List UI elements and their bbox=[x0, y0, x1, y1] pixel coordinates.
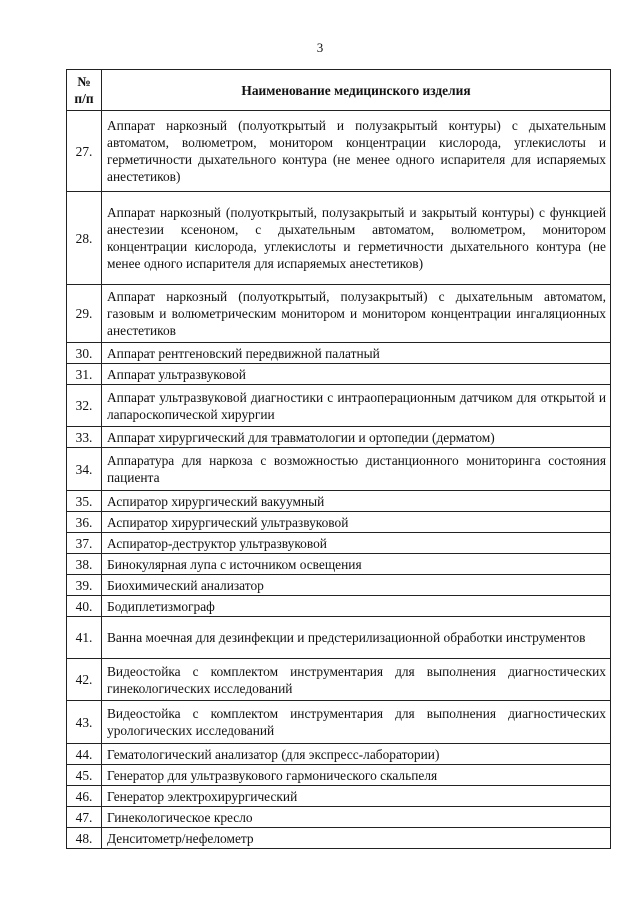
table-row bbox=[67, 491, 611, 512]
row-device-name: Бинокулярная лупа с источником освещения bbox=[102, 554, 611, 575]
table-row bbox=[67, 285, 611, 343]
table-row bbox=[67, 554, 611, 575]
table-row bbox=[67, 512, 611, 533]
table-row bbox=[67, 448, 611, 491]
column-header-number-line2: п/п bbox=[74, 91, 94, 106]
table-body bbox=[67, 111, 611, 849]
column-header-number-line1: № bbox=[77, 74, 91, 89]
table-row bbox=[67, 596, 611, 617]
row-device-name: Аспиратор хирургический вакуумный bbox=[102, 491, 611, 512]
row-number: 42. bbox=[67, 659, 102, 701]
row-number: 45. bbox=[67, 765, 102, 786]
column-header-name: Наименование медицинского изделия bbox=[102, 70, 611, 111]
row-device-name: Видеостойка с комплектом инструментария для выполнения диагностических гинекологических исследований bbox=[102, 659, 611, 701]
table-row bbox=[67, 617, 611, 659]
row-device-name: Аппарат ультразвуковой диагностики с интраоперационным датчиком для открытой и лапароскопической хирургии bbox=[102, 385, 611, 427]
column-header-number bbox=[67, 70, 102, 111]
table-header bbox=[67, 70, 611, 111]
row-number: 32. bbox=[67, 385, 102, 427]
table-row bbox=[67, 385, 611, 427]
table-row bbox=[67, 111, 611, 192]
row-number: 34. bbox=[67, 448, 102, 491]
row-number: 31. bbox=[67, 364, 102, 385]
table-header-row bbox=[67, 70, 611, 111]
row-number: 27. bbox=[67, 111, 102, 192]
table-row bbox=[67, 192, 611, 285]
table-row bbox=[67, 786, 611, 807]
row-device-name: Аспиратор хирургический ультразвуковой bbox=[102, 512, 611, 533]
row-number: 47. bbox=[67, 807, 102, 828]
row-device-name: Видеостойка с комплектом инструментария для выполнения диагностических урологических исследований bbox=[102, 701, 611, 744]
row-number: 39. bbox=[67, 575, 102, 596]
row-number: 33. bbox=[67, 427, 102, 448]
row-number: 43. bbox=[67, 701, 102, 744]
row-number: 44. bbox=[67, 744, 102, 765]
row-number: 38. bbox=[67, 554, 102, 575]
table-row bbox=[67, 807, 611, 828]
row-device-name: Биохимический анализатор bbox=[102, 575, 611, 596]
table-row bbox=[67, 364, 611, 385]
row-device-name: Гематологический анализатор (для экспресс-лаборатории) bbox=[102, 744, 611, 765]
row-device-name: Генератор для ультразвукового гармонического скальпеля bbox=[102, 765, 611, 786]
row-device-name: Аппарат наркозный (полуоткрытый, полузакрытый и закрытый контуры) с функцией анестезии ксеноном, с дыхательным автоматом, волюметром, монитором концентрации кислорода, углекислоты и герметичности дыхательного контура (не менее одного испарителя для испаряемых анестетиков) bbox=[102, 192, 611, 285]
table-row bbox=[67, 427, 611, 448]
row-device-name: Гинекологическое кресло bbox=[102, 807, 611, 828]
row-number: 48. bbox=[67, 828, 102, 849]
table-row bbox=[67, 765, 611, 786]
row-number: 35. bbox=[67, 491, 102, 512]
row-device-name: Аппарат наркозный (полуоткрытый и полузакрытый контуры) с дыхательным автоматом, волюметром, монитором концентрации кислорода, углекислоты и герметичности дыхательного контура (не менее одного испарителя для испаряемых анестетиков) bbox=[102, 111, 611, 192]
table-row bbox=[67, 575, 611, 596]
row-device-name: Аппаратура для наркоза с возможностью дистанционного мониторинга состояния пациента bbox=[102, 448, 611, 491]
row-device-name: Генератор электрохирургический bbox=[102, 786, 611, 807]
table-row bbox=[67, 533, 611, 554]
row-device-name: Аппарат хирургический для травматологии и ортопедии (дерматом) bbox=[102, 427, 611, 448]
row-device-name: Аппарат рентгеновский передвижной палатный bbox=[102, 343, 611, 364]
row-number: 41. bbox=[67, 617, 102, 659]
row-device-name: Аппарат наркозный (полуоткрытый, полузакрытый) с дыхательным автоматом, газовым и волюметрическим монитором и монитором концентрации ингаляционных анестетиков bbox=[102, 285, 611, 343]
equipment-table bbox=[66, 69, 611, 849]
row-number: 46. bbox=[67, 786, 102, 807]
row-device-name: Денситометр/нефелометр bbox=[102, 828, 611, 849]
row-number: 37. bbox=[67, 533, 102, 554]
table-row bbox=[67, 659, 611, 701]
row-device-name: Бодиплетизмограф bbox=[102, 596, 611, 617]
row-device-name: Аспиратор-деструктор ультразвуковой bbox=[102, 533, 611, 554]
row-number: 30. bbox=[67, 343, 102, 364]
table-row bbox=[67, 701, 611, 744]
row-device-name: Аппарат ультразвуковой bbox=[102, 364, 611, 385]
row-device-name: Ванна моечная для дезинфекции и предстерилизационной обработки инструментов bbox=[102, 617, 611, 659]
row-number: 28. bbox=[67, 192, 102, 285]
row-number: 40. bbox=[67, 596, 102, 617]
table-row bbox=[67, 828, 611, 849]
page-number: 3 bbox=[316, 40, 324, 55]
table-row bbox=[67, 343, 611, 364]
row-number: 29. bbox=[67, 285, 102, 343]
row-number: 36. bbox=[67, 512, 102, 533]
table-row bbox=[67, 744, 611, 765]
